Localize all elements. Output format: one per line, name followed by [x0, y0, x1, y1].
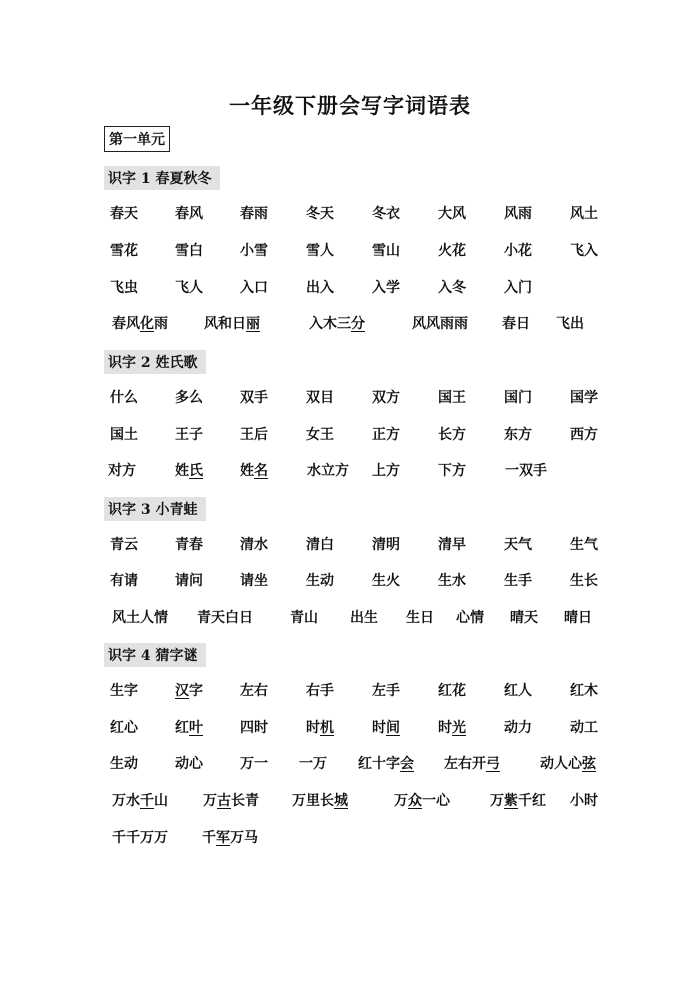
word-item: 青云 — [110, 537, 138, 553]
word-item: 万众一心 — [394, 793, 450, 809]
word-item: 万水千山 — [112, 793, 168, 809]
word-item: 生日 — [406, 610, 434, 626]
underlined-char: 紫 — [504, 793, 518, 809]
word-item: 红叶 — [175, 720, 203, 736]
word-item: 一万 — [299, 756, 327, 772]
word-item: 红心 — [110, 720, 138, 736]
word-item: 入门 — [504, 280, 532, 296]
word-item: 万一 — [240, 756, 268, 772]
word-item: 雪山 — [372, 243, 400, 259]
word-item: 红花 — [438, 683, 466, 699]
word-item: 时机 — [306, 720, 334, 736]
word-item: 出生 — [350, 610, 378, 626]
word-item: 西方 — [570, 427, 598, 443]
word-item: 万里长城 — [292, 793, 348, 809]
word-item: 女王 — [306, 427, 334, 443]
underlined-char: 化 — [140, 316, 154, 332]
word-item: 入木三分 — [309, 316, 365, 332]
word-item: 有请 — [110, 573, 138, 589]
word-item: 王子 — [175, 427, 203, 443]
word-item: 大风 — [438, 206, 466, 222]
word-item: 入学 — [372, 280, 400, 296]
word-item: 飞虫 — [110, 280, 138, 296]
word-item: 生动 — [110, 756, 138, 772]
underlined-char: 光 — [452, 720, 466, 736]
word-item: 正方 — [372, 427, 400, 443]
word-item: 左右 — [240, 683, 268, 699]
word-item: 生水 — [438, 573, 466, 589]
word-item: 右手 — [306, 683, 334, 699]
word-item: 国土 — [110, 427, 138, 443]
word-item: 雪花 — [110, 243, 138, 259]
word-item: 一双手 — [505, 463, 547, 479]
word-item: 万紫千红 — [490, 793, 546, 809]
word-row — [0, 607, 700, 629]
word-item: 动工 — [570, 720, 598, 736]
word-item: 左手 — [372, 683, 400, 699]
word-item: 红十字会 — [358, 756, 414, 772]
underlined-char: 会 — [400, 756, 414, 772]
word-item: 动力 — [504, 720, 532, 736]
underlined-char: 古 — [217, 793, 231, 809]
underlined-char: 间 — [386, 720, 400, 736]
word-item: 小花 — [504, 243, 532, 259]
word-item: 生手 — [504, 573, 532, 589]
word-item: 请坐 — [240, 573, 268, 589]
word-item: 心情 — [456, 610, 484, 626]
word-item: 水立方 — [307, 463, 349, 479]
word-item: 生字 — [110, 683, 138, 699]
underlined-char: 丽 — [246, 316, 260, 332]
word-item: 天气 — [504, 537, 532, 553]
unit-heading: 第一单元 — [104, 126, 170, 152]
word-row — [0, 387, 700, 409]
word-item: 青春 — [175, 537, 203, 553]
word-item: 春雨 — [240, 206, 268, 222]
word-item: 风和日丽 — [204, 316, 260, 332]
word-item: 万古长青 — [203, 793, 259, 809]
underlined-char: 城 — [334, 793, 348, 809]
word-item: 小雪 — [240, 243, 268, 259]
underlined-char: 千 — [140, 793, 154, 809]
word-item: 飞入 — [570, 243, 598, 259]
underlined-char: 弓 — [486, 756, 500, 772]
word-item: 千军万马 — [202, 830, 258, 846]
word-item: 下方 — [438, 463, 466, 479]
word-item: 国王 — [438, 390, 466, 406]
word-row — [0, 827, 700, 849]
word-item: 什么 — [110, 390, 138, 406]
section-heading: 识字 2 姓氏歌 — [104, 350, 206, 374]
word-item: 冬衣 — [372, 206, 400, 222]
word-item: 青山 — [290, 610, 318, 626]
word-row — [0, 680, 700, 702]
word-item: 小时 — [570, 793, 598, 809]
word-row — [0, 790, 700, 812]
word-item: 姓名 — [240, 463, 268, 479]
word-row — [0, 460, 700, 482]
word-item: 生长 — [570, 573, 598, 589]
section-heading: 识字 4 猜字谜 — [104, 643, 206, 667]
word-row — [0, 203, 700, 225]
word-item: 多么 — [175, 390, 203, 406]
word-item: 晴日 — [564, 610, 592, 626]
underlined-char: 机 — [320, 720, 334, 736]
word-item: 动心 — [175, 756, 203, 772]
word-item: 生动 — [306, 573, 334, 589]
word-item: 雪人 — [306, 243, 334, 259]
word-row — [0, 570, 700, 592]
word-item: 上方 — [372, 463, 400, 479]
word-item: 风风雨雨 — [412, 316, 468, 332]
section-heading: 识字 1 春夏秋冬 — [104, 166, 220, 190]
word-item: 风土人情 — [112, 610, 168, 626]
section-heading: 识字 3 小青蛙 — [104, 497, 206, 521]
word-item: 风土 — [570, 206, 598, 222]
word-item: 长方 — [438, 427, 466, 443]
word-item: 汉字 — [175, 683, 203, 699]
word-row — [0, 717, 700, 739]
word-item: 春日 — [502, 316, 530, 332]
word-item: 对方 — [108, 463, 136, 479]
word-item: 左右开弓 — [444, 756, 500, 772]
underlined-char: 叶 — [189, 720, 203, 736]
word-item: 请问 — [175, 573, 203, 589]
word-row — [0, 424, 700, 446]
word-item: 红木 — [570, 683, 598, 699]
word-row — [0, 240, 700, 262]
word-item: 双手 — [240, 390, 268, 406]
underlined-char: 汉 — [175, 683, 189, 699]
underlined-char: 名 — [254, 463, 268, 479]
word-item: 时光 — [438, 720, 466, 736]
word-item: 千千万万 — [112, 830, 168, 846]
word-item: 清明 — [372, 537, 400, 553]
word-item: 国学 — [570, 390, 598, 406]
word-item: 风雨 — [504, 206, 532, 222]
word-item: 四时 — [240, 720, 268, 736]
word-item: 春风化雨 — [112, 316, 168, 332]
word-item: 红人 — [504, 683, 532, 699]
word-item: 国门 — [504, 390, 532, 406]
word-item: 春风 — [175, 206, 203, 222]
word-item: 时间 — [372, 720, 400, 736]
word-item: 双目 — [306, 390, 334, 406]
word-item: 春天 — [110, 206, 138, 222]
word-item: 清早 — [438, 537, 466, 553]
word-item: 青天白日 — [197, 610, 253, 626]
word-item: 姓氏 — [175, 463, 203, 479]
underlined-char: 众 — [408, 793, 422, 809]
word-item: 清水 — [240, 537, 268, 553]
underlined-char: 弦 — [582, 756, 596, 772]
word-item: 火花 — [438, 243, 466, 259]
word-row — [0, 534, 700, 556]
word-item: 东方 — [504, 427, 532, 443]
word-row — [0, 313, 700, 335]
word-item: 生火 — [372, 573, 400, 589]
word-item: 冬天 — [306, 206, 334, 222]
word-item: 生气 — [570, 537, 598, 553]
word-item: 飞出 — [556, 316, 584, 332]
word-item: 清白 — [306, 537, 334, 553]
word-row — [0, 277, 700, 299]
word-item: 动人心弦 — [540, 756, 596, 772]
underlined-char: 分 — [351, 316, 365, 332]
word-item: 入冬 — [438, 280, 466, 296]
underlined-char: 氏 — [189, 463, 203, 479]
underlined-char: 军 — [216, 830, 230, 846]
word-item: 雪白 — [175, 243, 203, 259]
word-item: 入口 — [240, 280, 268, 296]
word-item: 王后 — [240, 427, 268, 443]
page-title: 一年级下册会写字词语表 — [229, 94, 471, 118]
word-item: 出入 — [306, 280, 334, 296]
word-item: 双方 — [372, 390, 400, 406]
word-row — [0, 753, 700, 775]
word-item: 飞人 — [175, 280, 203, 296]
word-item: 晴天 — [510, 610, 538, 626]
